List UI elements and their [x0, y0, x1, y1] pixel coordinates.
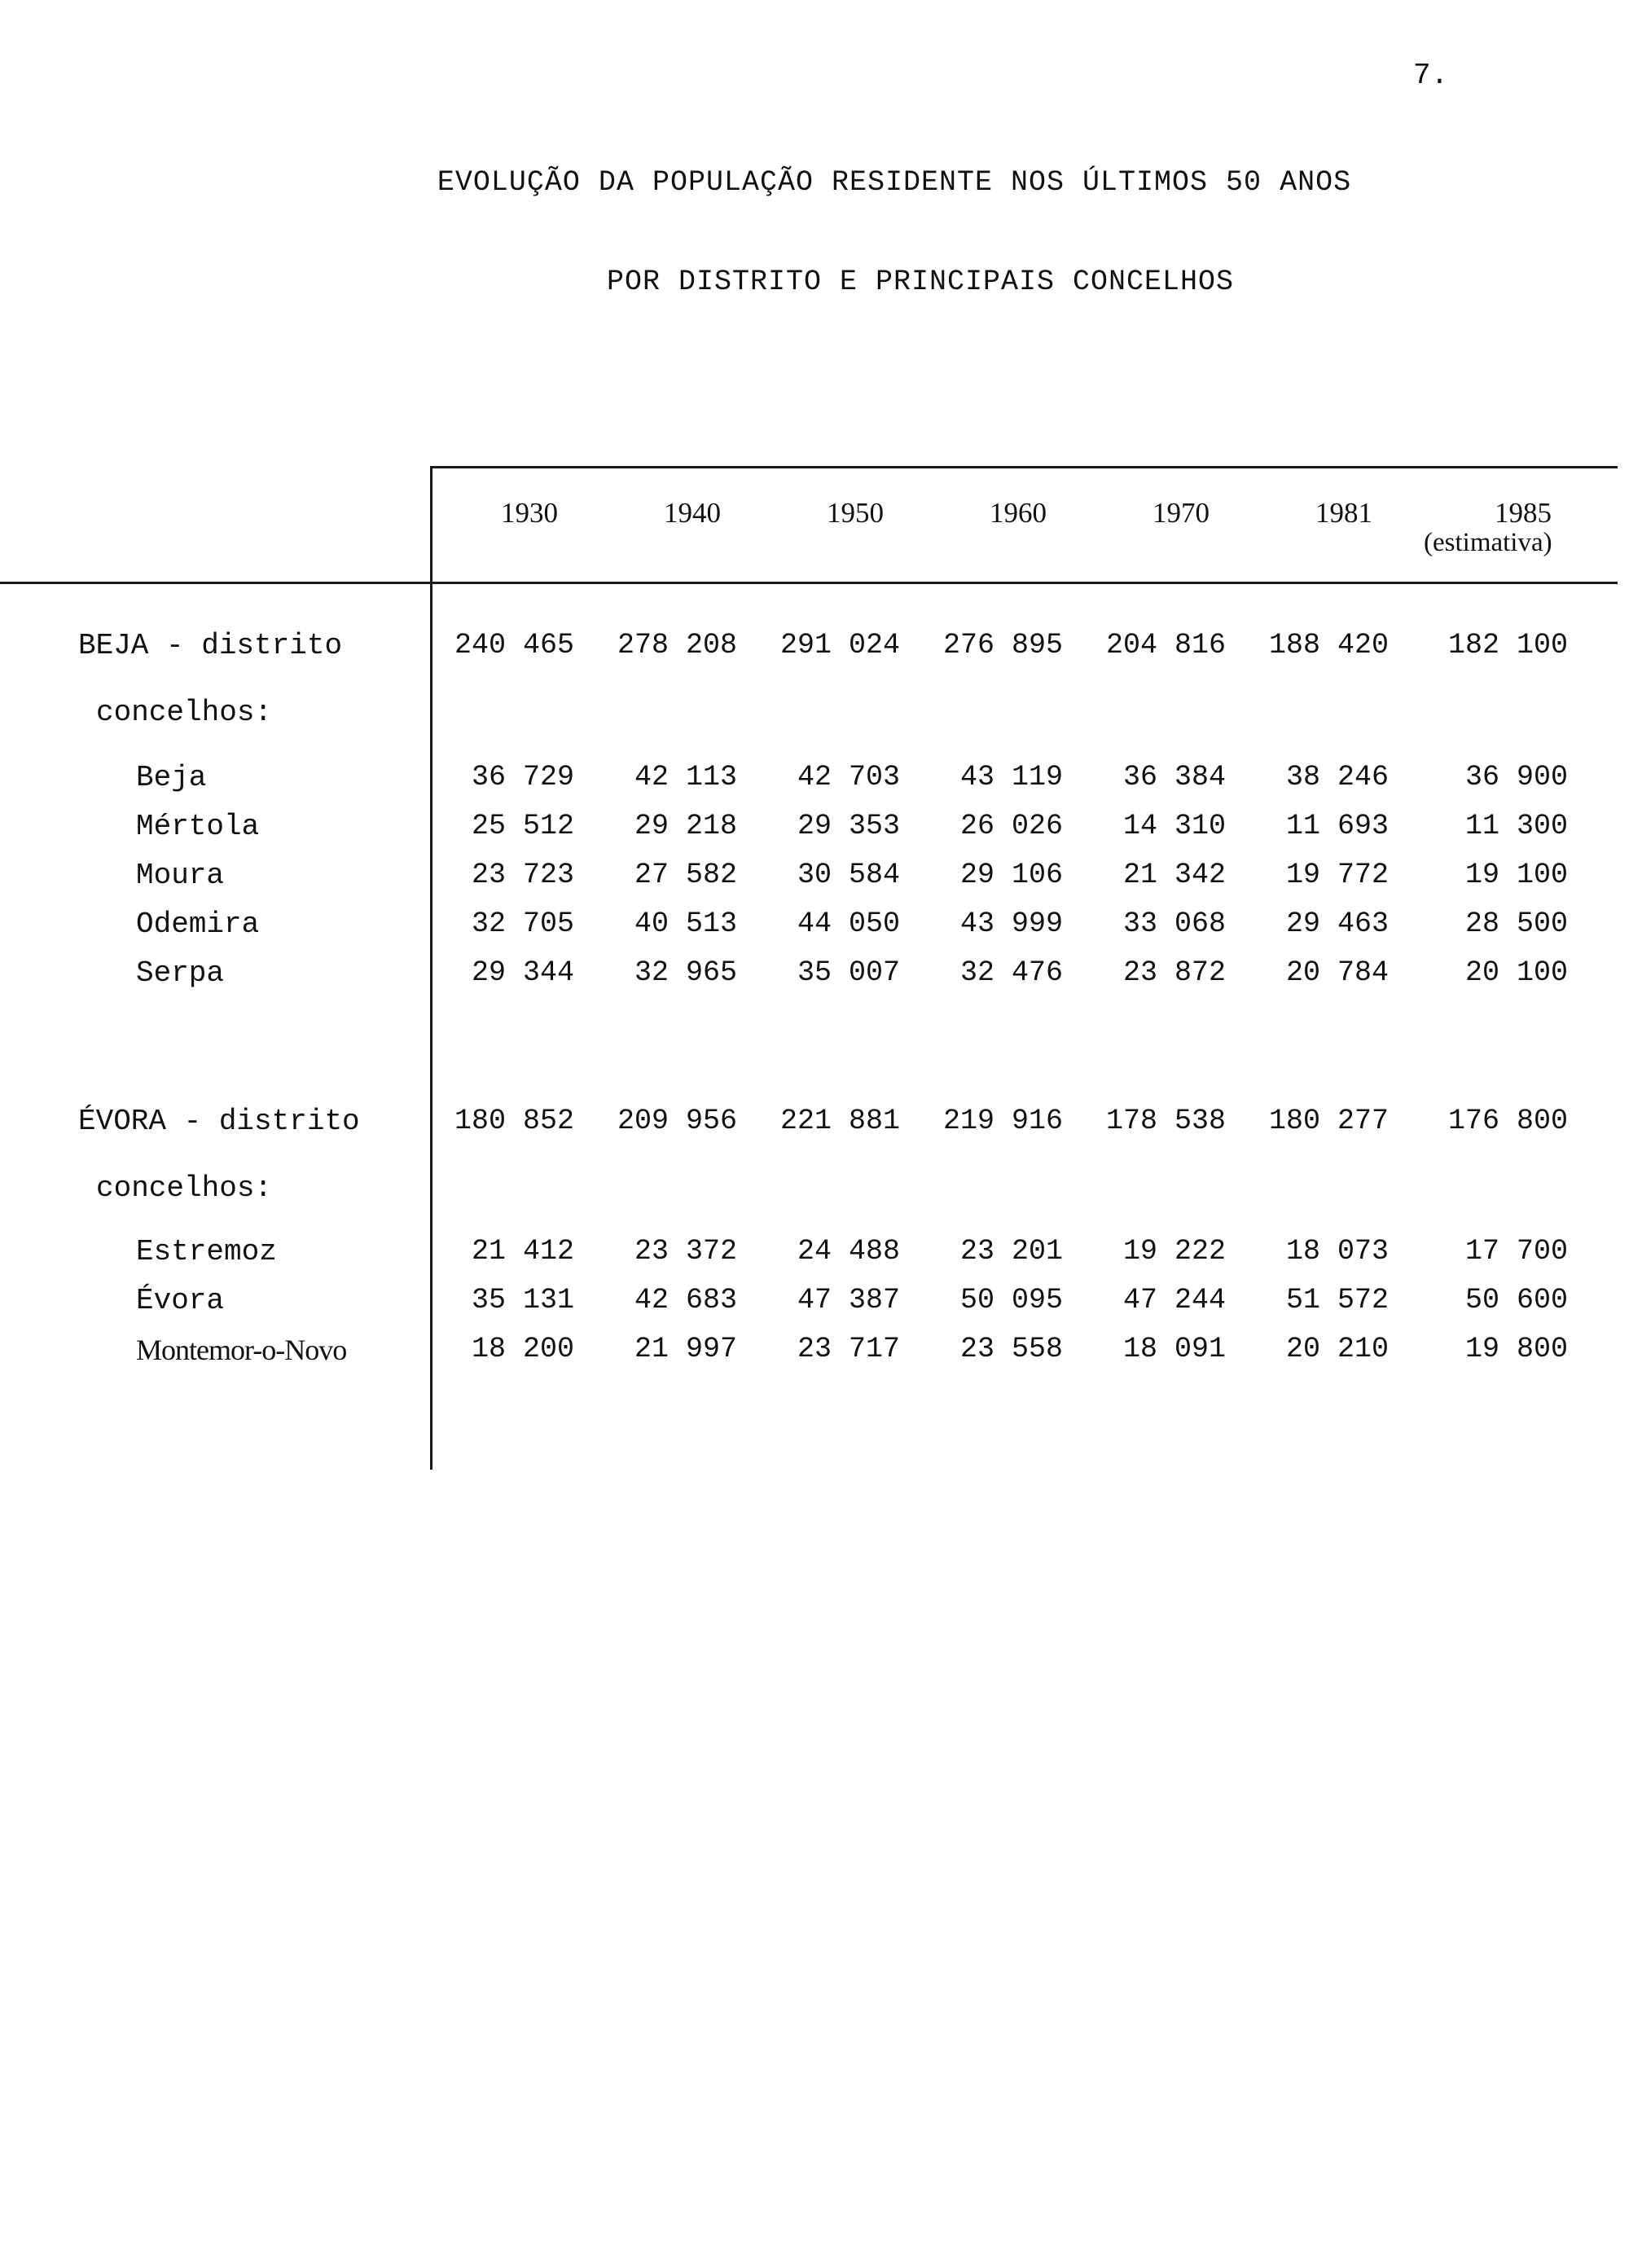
cell: 26 026	[959, 810, 1063, 842]
cell: 47 387	[797, 1284, 900, 1316]
row-label: Montemor-o-Novo	[136, 1334, 347, 1366]
cell: 50 600	[1464, 1284, 1568, 1316]
cell: 29 463	[1285, 908, 1389, 940]
district-label: BEJA - distrito	[78, 629, 343, 662]
cell: 19 772	[1285, 859, 1389, 891]
cell: 33 068	[1122, 908, 1226, 940]
cell: 209 956	[617, 1105, 737, 1137]
year-header: 1970	[1152, 497, 1210, 529]
cell: 19 222	[1122, 1235, 1226, 1268]
cell: 180 277	[1268, 1105, 1389, 1137]
cell: 204 816	[1105, 629, 1226, 662]
cell: 188 420	[1268, 629, 1389, 662]
table-subtitle: POR DISTRITO E PRINCIPAIS CONCELHOS	[606, 266, 1235, 298]
cell: 20 210	[1285, 1333, 1389, 1365]
cell: 23 872	[1122, 956, 1226, 989]
cell: 38 246	[1285, 761, 1389, 793]
cell: 20 100	[1464, 956, 1568, 989]
cell: 42 703	[797, 761, 900, 793]
concelhos-label: concelhos:	[96, 1171, 273, 1205]
table-top-rule	[432, 466, 1618, 468]
cell: 42 113	[634, 761, 737, 793]
cell: 18 091	[1122, 1333, 1226, 1365]
page-number: 7.	[1413, 59, 1449, 92]
cell: 29 344	[471, 956, 574, 989]
cell: 11 300	[1464, 810, 1568, 842]
cell: 17 700	[1464, 1235, 1568, 1268]
cell: 43 999	[959, 908, 1063, 940]
cell: 36 384	[1122, 761, 1226, 793]
cell: 23 558	[959, 1333, 1063, 1365]
cell: 29 353	[797, 810, 900, 842]
row-label: Beja	[136, 761, 207, 794]
cell: 32 476	[959, 956, 1063, 989]
cell: 40 513	[634, 908, 737, 940]
cell: 23 717	[797, 1333, 900, 1365]
cell: 32 965	[634, 956, 737, 989]
row-label: Odemira	[136, 908, 260, 941]
cell: 42 683	[634, 1284, 737, 1316]
cell: 21 412	[471, 1235, 574, 1268]
estimate-note: (estimativa)	[1424, 528, 1552, 557]
cell: 50 095	[959, 1284, 1063, 1316]
cell: 27 582	[634, 859, 737, 891]
row-label: Mértola	[136, 810, 260, 843]
cell: 20 784	[1285, 956, 1389, 989]
year-header: 1981	[1315, 497, 1372, 529]
year-header: 1930	[501, 497, 558, 529]
cell: 30 584	[797, 859, 900, 891]
cell: 36 729	[471, 761, 574, 793]
cell: 29 218	[634, 810, 737, 842]
cell: 35 131	[471, 1284, 574, 1316]
cell: 51 572	[1285, 1284, 1389, 1316]
year-header: 1985	[1495, 497, 1552, 529]
concelhos-label: concelhos:	[96, 696, 273, 729]
cell: 23 372	[634, 1235, 737, 1268]
cell: 180 852	[454, 1105, 574, 1137]
cell: 18 200	[471, 1333, 574, 1365]
cell: 44 050	[797, 908, 900, 940]
year-header: 1950	[827, 497, 884, 529]
cell: 182 100	[1447, 629, 1568, 662]
cell: 32 705	[471, 908, 574, 940]
cell: 36 900	[1464, 761, 1568, 793]
year-header: 1960	[990, 497, 1047, 529]
year-header: 1940	[664, 497, 721, 529]
row-label: Serpa	[136, 956, 225, 990]
cell: 219 916	[942, 1105, 1063, 1137]
cell: 18 073	[1285, 1235, 1389, 1268]
row-label: Évora	[136, 1284, 225, 1317]
cell: 240 465	[454, 629, 574, 662]
cell: 21 997	[634, 1333, 737, 1365]
cell: 25 512	[471, 810, 574, 842]
cell: 29 106	[959, 859, 1063, 891]
cell: 35 007	[797, 956, 900, 989]
cell: 19 800	[1464, 1333, 1568, 1365]
cell: 47 244	[1122, 1284, 1226, 1316]
cell: 276 895	[942, 629, 1063, 662]
header-bottom-rule	[0, 582, 1618, 584]
cell: 278 208	[617, 629, 737, 662]
cell: 23 723	[471, 859, 574, 891]
cell: 43 119	[959, 761, 1063, 793]
cell: 19 100	[1464, 859, 1568, 891]
district-label: ÉVORA - distrito	[78, 1105, 360, 1138]
cell: 28 500	[1464, 908, 1568, 940]
cell: 23 201	[959, 1235, 1063, 1268]
cell: 21 342	[1122, 859, 1226, 891]
row-label: Moura	[136, 859, 225, 892]
cell: 291 024	[779, 629, 900, 662]
cell: 176 800	[1447, 1105, 1568, 1137]
cell: 221 881	[779, 1105, 900, 1137]
cell: 24 488	[797, 1235, 900, 1268]
row-label: Estremoz	[136, 1235, 277, 1268]
cell: 14 310	[1122, 810, 1226, 842]
cell: 178 538	[1105, 1105, 1226, 1137]
table-title: EVOLUÇÃO DA POPULAÇÃO RESIDENTE NOS ÚLTIMOS 50 ANOS	[437, 166, 1352, 199]
cell: 11 693	[1285, 810, 1389, 842]
